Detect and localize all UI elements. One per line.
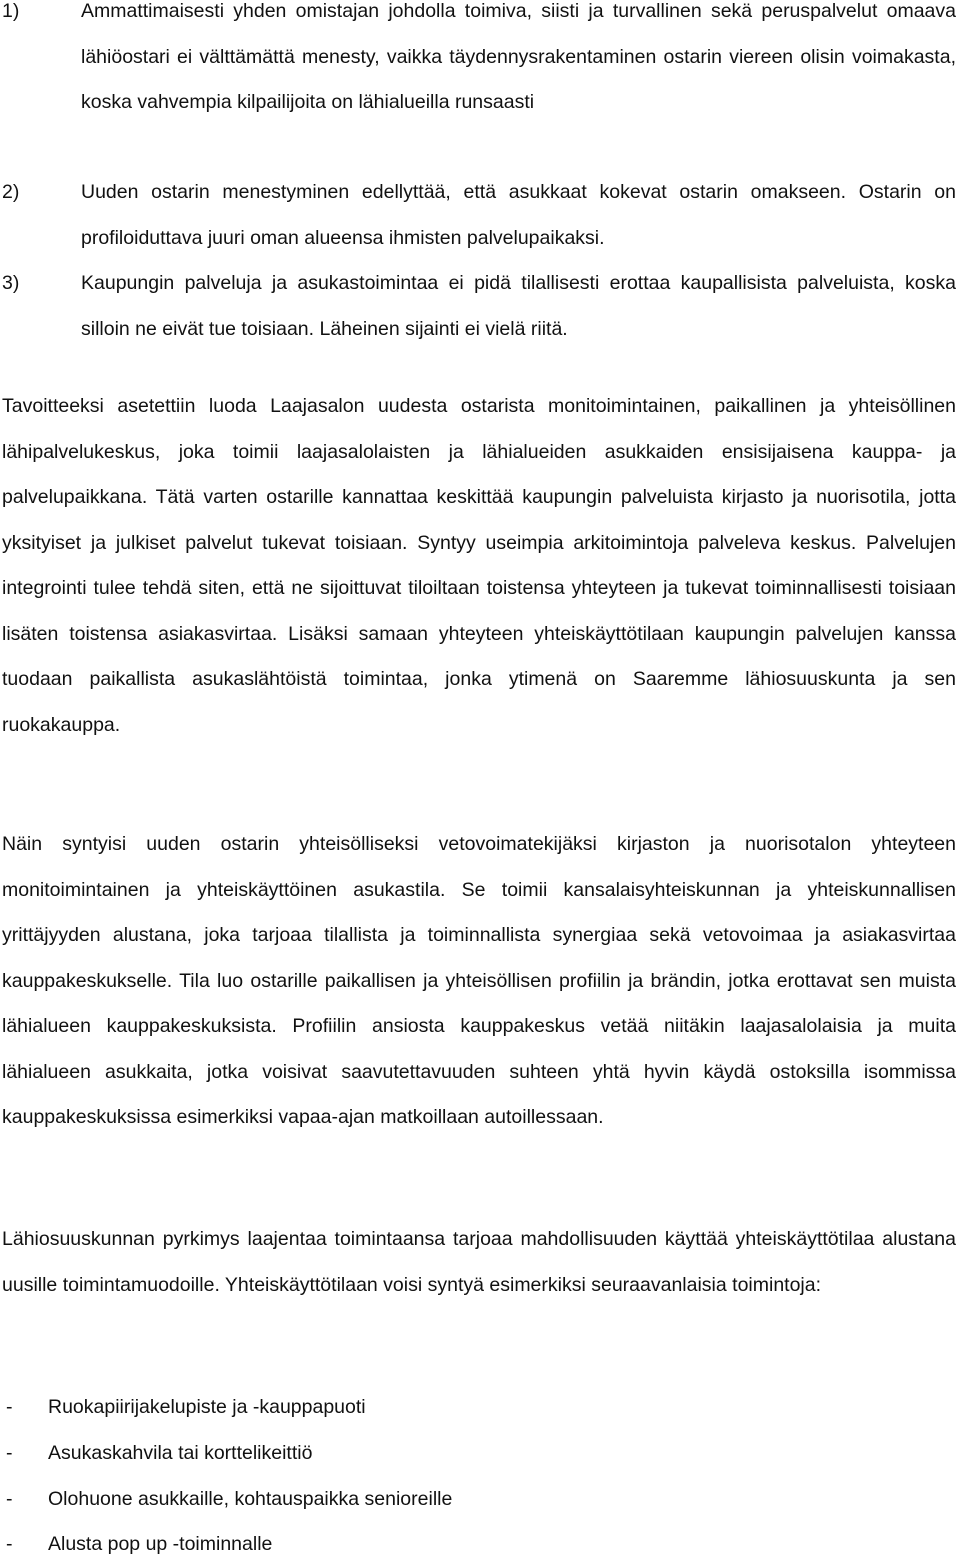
bullet-text: Olohuone asukkaille, kohtauspaikka senioreille [48,1488,453,1510]
bullet-dash: - [6,1533,13,1555]
list-item-text: Uuden ostarin menestyminen edellyttää, että asukkaat kokevat ostarin omakseen. Ostarin on profiloiduttava juuri oman alueensa ihmisten palvelupaikaksi. [81,181,956,249]
paragraph-goal: Tavoitteeksi asetettiin luoda Laajasalon uudesta ostarista monitoimintainen, paikallinen ja yhteisöllinen lähipalvelukeskus, joka toimii laajasalolaisten ja lähialueiden asukkaiden ensisijaisena kauppa- ja palvelupaikkana. Tätä varten ostarille kannattaa keskittää kaupungin palveluista kirjasto ja nuorisotila, jotta yksityiset ja julkiset palvelut tukevat toisiaan. Syntyy useimpia arkitoimintoja palveleva keskus. Palvelujen integrointi tulee tehdä siten, että ne sijoittuvat tiloiltaan toistensa yhteyteen ja tukevat toiminnallisesti toisiaan lisäten toistensa asiakasvirtaa. Lisäksi samaan yhteyteen yhteiskäyttötilaan kaupungin palvelujen kanssa tuodaan paikallista asukaslähtöistä toimintaa, jonka ytimenä on Saaremme lähiosuuskunta ja sen ruokakauppa. [2,395,956,736]
bullet-item-4 [0,1521,956,1567]
bullet-text: Ruokapiirijakelupiste ja -kauppapuoti [48,1396,366,1418]
bullet-item-2 [0,1430,956,1476]
paragraph-cooperative: Lähiosuuskunnan pyrkimys laajentaa toimintaansa tarjoaa mahdollisuuden käyttää yhteiskäyttötilaa alustana uusille toimintamuodoille. Yhteiskäyttötilaan voisi syntyä esimerkiksi seuraavanlaisia toimintoja: [2,1228,956,1296]
paragraph-community-space: Näin syntyisi uuden ostarin yhteisölliseksi vetovoimatekijäksi kirjaston ja nuorisotalon yhteyteen monitoimintainen ja yhteiskäyttöinen asukastila. Se toimii kansalaisyhteiskunnan ja yhteiskunnallisen yrittäjyyden alustana, joka tarjoaa tilallista ja toiminnallista synergiaa sekä vetovoimaa ja asiakasvirtaa kauppakeskukselle. Tila luo ostarille paikallisen ja yhteisöllisen profiilin ja brändin, jotka erottavat sen muista lähialueen kauppakeskuksista. Profiilin ansiosta kauppakeskus vetää niitäkin laajasalolaisia ja muita lähialueen asukkaita, jotka voisivat saavutettavuuden suhteen yhtä hyvin käydä ostoksilla isommissa kauppakeskuksissa esimerkiksi vapaa-ajan matkoillaan autoillessaan. [2,833,956,1128]
list-item-text: Ammattimaisesti yhden omistajan johdolla toimiva, siisti ja turvallinen sekä peruspalvelut omaava lähiöostari ei välttämättä menesty, vaikka täydennysrakentaminen ostarin viereen olisin voimakasta, koska vahvempia kilpailijoita on lähialueilla runsaasti [81,0,956,113]
numbered-list-item-1 [0,0,956,126]
bullet-item-3 [0,1476,956,1522]
bullet-text: Asukaskahvila tai korttelikeittiö [48,1442,313,1464]
bullet-item-1 [0,1384,956,1430]
bullet-text: Alusta pop up -toiminnalle [48,1533,273,1555]
list-number: 1) [2,0,20,22]
list-number: 2) [2,181,20,203]
bullet-dash: - [6,1442,13,1464]
list-item-text: Kaupungin palveluja ja asukastoimintaa ei pidä tilallisesti erottaa kaupallisista palveluista, koska silloin ne eivät tue toisiaan. Läheinen sijainti ei vielä riitä. [81,272,956,340]
list-number: 3) [2,272,20,294]
bullet-dash: - [6,1396,13,1418]
bullet-dash: - [6,1488,13,1510]
numbered-list-item-2 [0,170,956,261]
numbered-list-item-3 [0,261,956,352]
